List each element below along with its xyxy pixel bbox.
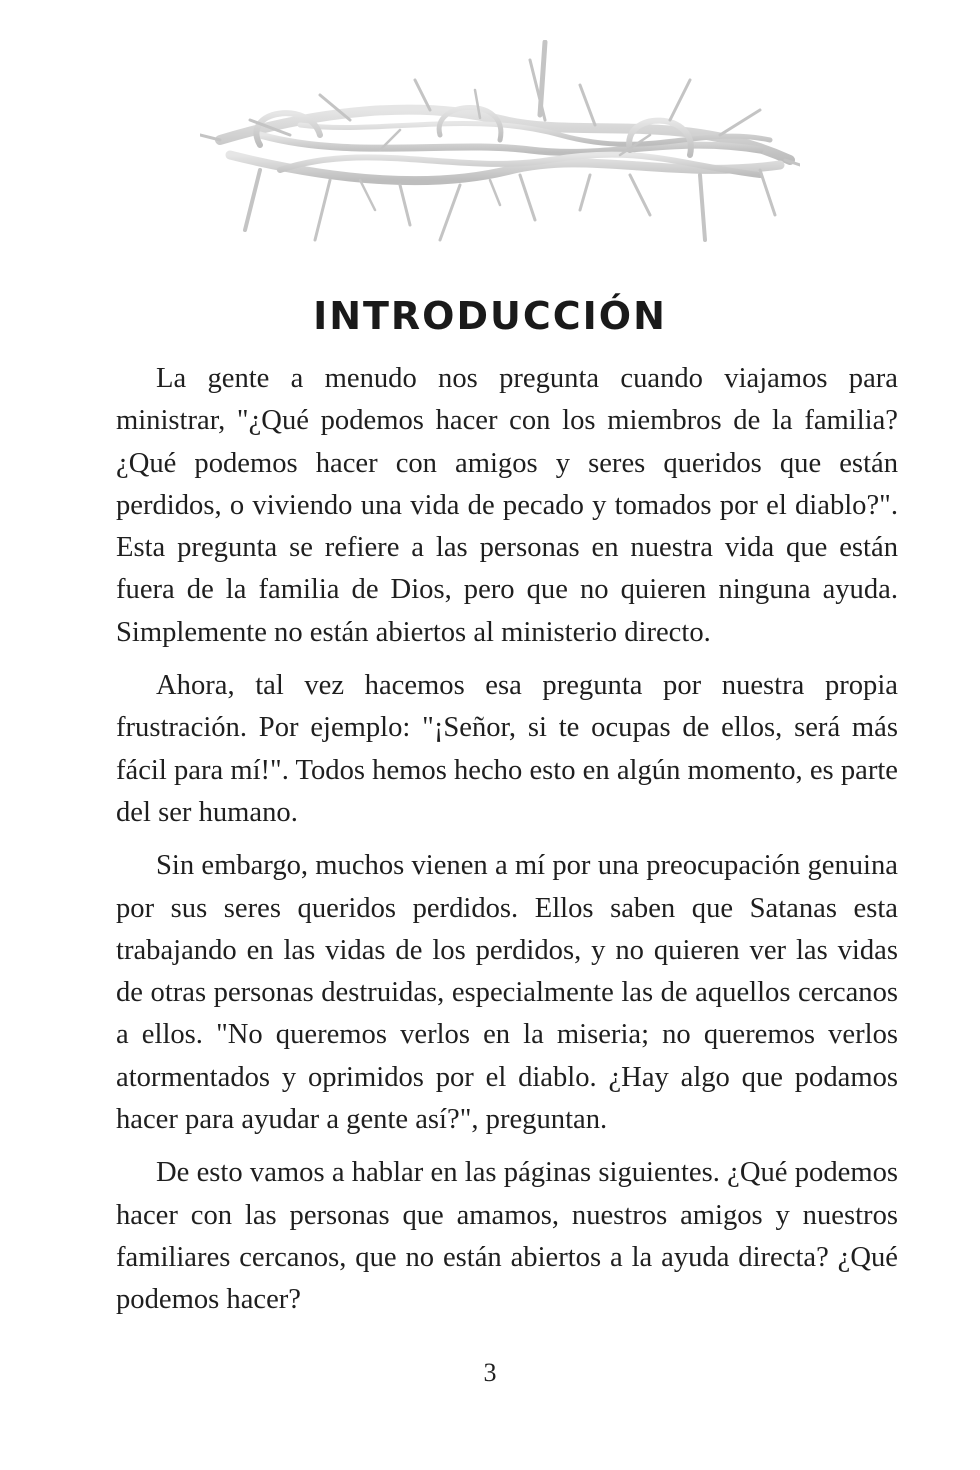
chapter-title: INTRODUCCIÓN xyxy=(313,294,667,338)
chapter-body xyxy=(116,358,898,1333)
paragraph-4: De esto vamos a hablar en las páginas siguientes. ¿Qué podemos hacer con las personas que amamos, nuestros amigos y nuestros familiares cercanos, que no están abiertos a la ayuda directa? ¿Qué podemos hacer? xyxy=(116,1157,898,1316)
page-number: 3 xyxy=(483,1358,497,1387)
crown-of-thorns-icon xyxy=(200,40,800,260)
paragraph-1: La gente a menudo nos pregunta cuando viajamos para ministrar, "¿Qué podemos hacer con los miembros de la familia? ¿Qué podemos hacer con amigos y seres queridos que están perdidos, o viviendo una vida de pecado y tomados por el diablo?". Esta pregunta se refiere a las personas en nuestra vida que están fuera de la familia de Dios, pero que no quieren ninguna ayuda. Simplemente no están abiertos al ministerio directo. xyxy=(116,363,898,648)
paragraph-2: Ahora, tal vez hacemos esa pregunta por nuestra propia frustración. Por ejemplo: "¡Señor, si te ocupas de ellos, será más fácil para mí!". Todos hemos hecho esto en algún momento, es parte del ser humano. xyxy=(116,670,898,828)
paragraph-3: Sin embargo, muchos vienen a mí por una preocupación genuina por sus seres queridos perdidos. Ellos saben que Satanas esta trabajando en las vidas de los perdidos, y no quieren ver las vidas de otras personas destruidas, especialmente las de aquellos cercanos a ellos. "No queremos verlos en la miseria; no queremos verlos atormentados y oprimidos por el diablo. ¿Hay algo que podamos hacer para ayudar a gente así?", preguntan. xyxy=(116,850,898,1136)
